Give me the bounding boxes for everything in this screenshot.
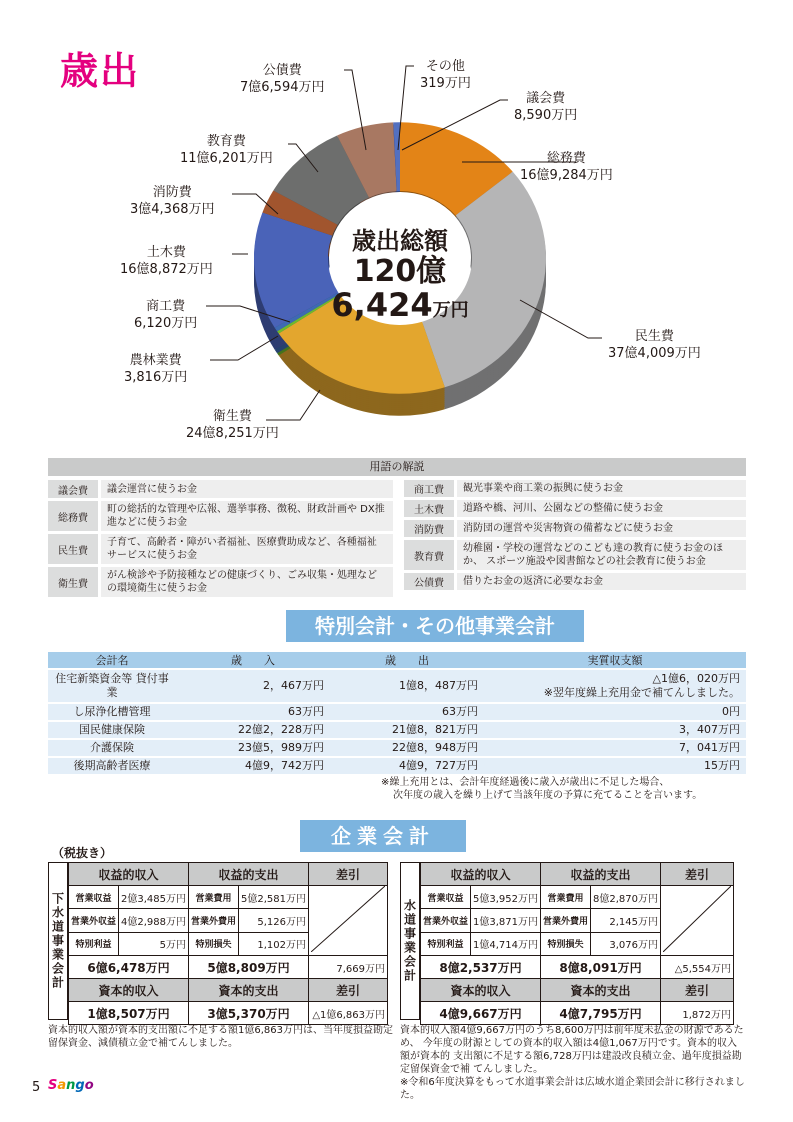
glossary-desc: 議会運営に使うお金 bbox=[101, 480, 393, 498]
total-diff: 7,669万円 bbox=[309, 956, 388, 979]
leader-line-農林業費 bbox=[210, 336, 278, 360]
total-exp: 5億8,809万円 bbox=[189, 956, 309, 979]
pie-label-minsei: 民生費 37億4,009万円 bbox=[608, 329, 701, 361]
h-cap-exp: 資本的支出 bbox=[541, 979, 661, 1002]
table-row bbox=[48, 758, 746, 774]
glossary-desc: 町の総括的な管理や広報、選挙事務、徴税、財政計画や DX推進などに使うお金 bbox=[101, 501, 393, 531]
revenue-cell: 23億5，989万円 bbox=[176, 740, 330, 756]
diagonal-line bbox=[311, 886, 385, 952]
row-value: 2億3,485万円 bbox=[119, 886, 189, 909]
page-number: 5 bbox=[32, 1080, 41, 1095]
row-value: 8億2,870万円 bbox=[591, 886, 661, 909]
glossary-header: 用語の解説 bbox=[48, 458, 746, 476]
pie-label-kosai: 公債費 7億6,594万円 bbox=[240, 63, 325, 95]
revenue-cell: 63万円 bbox=[176, 704, 330, 720]
table-row bbox=[48, 740, 746, 756]
table-header-row bbox=[48, 652, 746, 668]
glossary-term: 商工費 bbox=[404, 480, 454, 497]
pie-label-shoko: 商工費 6,120万円 bbox=[134, 299, 198, 331]
h-exp: 収益的支出 bbox=[541, 863, 661, 886]
revenue-cell: 4億9，742万円 bbox=[176, 758, 330, 774]
pie-label-norin: 農林業費 3,816万円 bbox=[124, 353, 188, 385]
row-label: 営業費用 bbox=[189, 886, 239, 909]
water-note bbox=[400, 1024, 746, 1102]
row-value: 1億3,871万円 bbox=[471, 909, 541, 932]
h-exp: 収益的支出 bbox=[189, 863, 309, 886]
table-row bbox=[48, 722, 746, 738]
row-value: 3,076万円 bbox=[591, 932, 661, 955]
pie-label-eisei: 衛生費 24億8,251万円 bbox=[186, 409, 279, 441]
expenditure-cell: 22億8，948万円 bbox=[330, 740, 484, 756]
h-diff: 差引 bbox=[661, 863, 734, 886]
total-label: 歳出総額 bbox=[352, 227, 448, 255]
glossary-term: 土木費 bbox=[404, 500, 454, 517]
special-note bbox=[381, 776, 741, 802]
glossary-term: 教育費 bbox=[404, 540, 454, 570]
sewer-table bbox=[68, 862, 388, 1025]
row-label: 営業収益 bbox=[69, 886, 119, 909]
col-header-expenditure: 歳 出 bbox=[330, 652, 484, 668]
special-note-line2: 次年度の歳入を繰り上げて当該年度の予算に充てることを言います。 bbox=[393, 790, 703, 801]
expenditure-cell: 1億8，487万円 bbox=[330, 670, 484, 702]
row-label: 特別利益 bbox=[69, 932, 119, 955]
account-name: 住宅新築資金等 貸付事業 bbox=[48, 670, 176, 702]
sewer-note: 資本的収入額が資本的支出額に不足する額1億6,863万円は、当年度損益勘定 留保資金、減債積立金で補てんしました。 bbox=[48, 1025, 393, 1049]
glossary-row bbox=[48, 567, 393, 597]
row-value: 5万円 bbox=[119, 932, 189, 955]
row-label: 営業収益 bbox=[421, 886, 471, 909]
balance-cell: 3，407万円 bbox=[484, 722, 746, 738]
glossary-desc: 観光事業や商工業の振興に使うお金 bbox=[457, 480, 746, 497]
total-rev: 8億2,537万円 bbox=[421, 956, 541, 979]
revenue-cell: 22億2，228万円 bbox=[176, 722, 330, 738]
diagonal-line bbox=[663, 886, 731, 952]
row-label: 営業外収益 bbox=[421, 909, 471, 932]
glossary-row bbox=[404, 540, 746, 570]
expenditure-cell: 21億8，821万円 bbox=[330, 722, 484, 738]
revenue-cell: 2，467万円 bbox=[176, 670, 330, 702]
glossary-term: 衛生費 bbox=[48, 567, 98, 597]
row-label: 特別利益 bbox=[421, 932, 471, 955]
h-cap-rev: 資本的収入 bbox=[69, 979, 189, 1002]
glossary-desc: 消防団の運営や災害物資の備蓄などに使うお金 bbox=[457, 520, 746, 537]
cap-diff: 1,872万円 bbox=[661, 1002, 734, 1025]
glossary-term: 消防費 bbox=[404, 520, 454, 537]
balance-note: ※翌年度繰上充用金で補てんしました。 bbox=[543, 686, 740, 699]
row-value: 2,145万円 bbox=[591, 909, 661, 932]
glossary-row bbox=[48, 501, 393, 531]
table-row bbox=[48, 704, 746, 720]
balance-cell: 15万円 bbox=[484, 758, 746, 774]
cap-diff: △1億6,863万円 bbox=[309, 1002, 388, 1025]
row-label: 営業外収益 bbox=[69, 909, 119, 932]
account-name: し尿浄化槽管理 bbox=[48, 704, 176, 720]
enterprise-banner: 企業会計 bbox=[300, 820, 466, 852]
glossary-desc: 子育て、高齢者・障がい者福祉、医療費助成など、各種福祉 サービスに使うお金 bbox=[101, 534, 393, 564]
sewer-side-label: 下水道事業会計 bbox=[48, 862, 68, 1020]
glossary-row bbox=[48, 480, 393, 498]
cap-rev: 1億8,507万円 bbox=[69, 1002, 189, 1025]
h-rev: 収益的収入 bbox=[69, 863, 189, 886]
sango-logo: Sango bbox=[48, 1078, 94, 1093]
glossary-row bbox=[48, 534, 393, 564]
glossary-left bbox=[48, 480, 393, 600]
table-row bbox=[48, 670, 746, 702]
water-note-main: 資本的収入額4億9,667万円のうち8,600万円は前年度未払金の財源であるため、 今年度の財源としての資本的収入額は4億1,067万円です。資本的収入額が資本的 支出額に不足する額6,728万円は建設改良積立金、過年度損益勘定留保資金で補 てんしました。 bbox=[400, 1025, 744, 1075]
h-cap-diff: 差引 bbox=[661, 979, 734, 1002]
h-diff: 差引 bbox=[309, 863, 388, 886]
glossary-desc: 借りたお金の返済に必要なお金 bbox=[457, 573, 746, 590]
diagonal-cell bbox=[309, 886, 388, 956]
account-name: 後期高齢者医療 bbox=[48, 758, 176, 774]
row-label: 営業外費用 bbox=[189, 909, 239, 932]
total-amount-man: 6,424 bbox=[331, 286, 433, 324]
glossary-row bbox=[404, 480, 746, 497]
tax-excluded-label: （税抜き） bbox=[52, 846, 113, 860]
water-side-label: 水道事業会計 bbox=[400, 862, 420, 1020]
cap-rev: 4億9,667万円 bbox=[421, 1002, 541, 1025]
water-note-transfer: ※令和6年度決算をもって水道事業会計は広域水道企業団会計に移行されました。 bbox=[400, 1077, 745, 1101]
row-value: 5億3,952万円 bbox=[471, 886, 541, 909]
glossary-term: 公債費 bbox=[404, 573, 454, 590]
row-label: 特別損失 bbox=[541, 932, 591, 955]
balance-cell: 0円 bbox=[484, 704, 746, 720]
row-label: 営業外費用 bbox=[541, 909, 591, 932]
row-value: 1億4,714万円 bbox=[471, 932, 541, 955]
h-cap-diff: 差引 bbox=[309, 979, 388, 1002]
total-amount-oku: 120億 bbox=[353, 254, 447, 289]
glossary-desc: 幼稚園・学校の運営などのこども達の教育に使うお金のほか、 スポーツ施設や図書館などの社会教育に使うお金 bbox=[457, 540, 746, 570]
row-label: 特別損失 bbox=[189, 932, 239, 955]
total-expenditure bbox=[320, 226, 480, 328]
total-diff: △5,554万円 bbox=[661, 956, 734, 979]
glossary-desc: がん検診や予防接種などの健康づくり、ごみ収集・処理など の環境衛生に使うお金 bbox=[101, 567, 393, 597]
account-name: 国民健康保険 bbox=[48, 722, 176, 738]
row-value: 5億2,581万円 bbox=[239, 886, 309, 909]
pie-label-kyoiku: 教育費 11億6,201万円 bbox=[180, 134, 273, 166]
expenditure-cell: 63万円 bbox=[330, 704, 484, 720]
glossary-row bbox=[404, 573, 746, 590]
total-unit: 万円 bbox=[432, 300, 469, 321]
glossary-row bbox=[404, 500, 746, 517]
col-header-account: 会計名 bbox=[48, 652, 176, 668]
page-title: 歳出 bbox=[60, 49, 141, 93]
pie-label-sonota: その他 319万円 bbox=[420, 59, 471, 91]
h-cap-exp: 資本的支出 bbox=[189, 979, 309, 1002]
glossary-term: 総務費 bbox=[48, 501, 98, 531]
col-header-revenue: 歳 入 bbox=[176, 652, 330, 668]
glossary-right bbox=[404, 480, 746, 593]
glossary-desc: 道路や橋、河川、公園などの整備に使うお金 bbox=[457, 500, 746, 517]
diagonal-cell bbox=[661, 886, 734, 956]
glossary-row bbox=[404, 520, 746, 537]
col-header-balance: 実質収支額 bbox=[484, 652, 746, 668]
balance-cell: 7，041万円 bbox=[484, 740, 746, 756]
h-rev: 収益的収入 bbox=[421, 863, 541, 886]
total-rev: 6億6,478万円 bbox=[69, 956, 189, 979]
water-table bbox=[420, 862, 734, 1025]
special-accounts-banner: 特別会計・その他事業会計 bbox=[286, 610, 584, 642]
balance-value: △1億6，020万円 bbox=[652, 672, 740, 685]
cap-exp: 4億7,795万円 bbox=[541, 1002, 661, 1025]
cap-exp: 3億5,370万円 bbox=[189, 1002, 309, 1025]
special-accounts-table bbox=[48, 650, 746, 776]
expenditure-cell: 4億9，727万円 bbox=[330, 758, 484, 774]
balance-cell bbox=[484, 670, 746, 702]
glossary-term: 議会費 bbox=[48, 480, 98, 498]
h-cap-rev: 資本的収入 bbox=[421, 979, 541, 1002]
pie-label-gikai: 議会費 8,590万円 bbox=[514, 91, 578, 123]
account-name: 介護保険 bbox=[48, 740, 176, 756]
pie-label-doboku: 土木費 16億8,872万円 bbox=[120, 245, 213, 277]
row-label: 営業費用 bbox=[541, 886, 591, 909]
row-value: 1,102万円 bbox=[239, 932, 309, 955]
row-value: 4億2,988万円 bbox=[119, 909, 189, 932]
pie-label-somu: 総務費 16億9,284万円 bbox=[520, 151, 613, 183]
special-note-line1: ※繰上充用とは、会計年度経過後に歳入が歳出に不足した場合、 bbox=[381, 777, 670, 788]
pie-label-shobo: 消防費 3億4,368万円 bbox=[130, 185, 215, 217]
row-value: 5,126万円 bbox=[239, 909, 309, 932]
total-exp: 8億8,091万円 bbox=[541, 956, 661, 979]
glossary-term: 民生費 bbox=[48, 534, 98, 564]
